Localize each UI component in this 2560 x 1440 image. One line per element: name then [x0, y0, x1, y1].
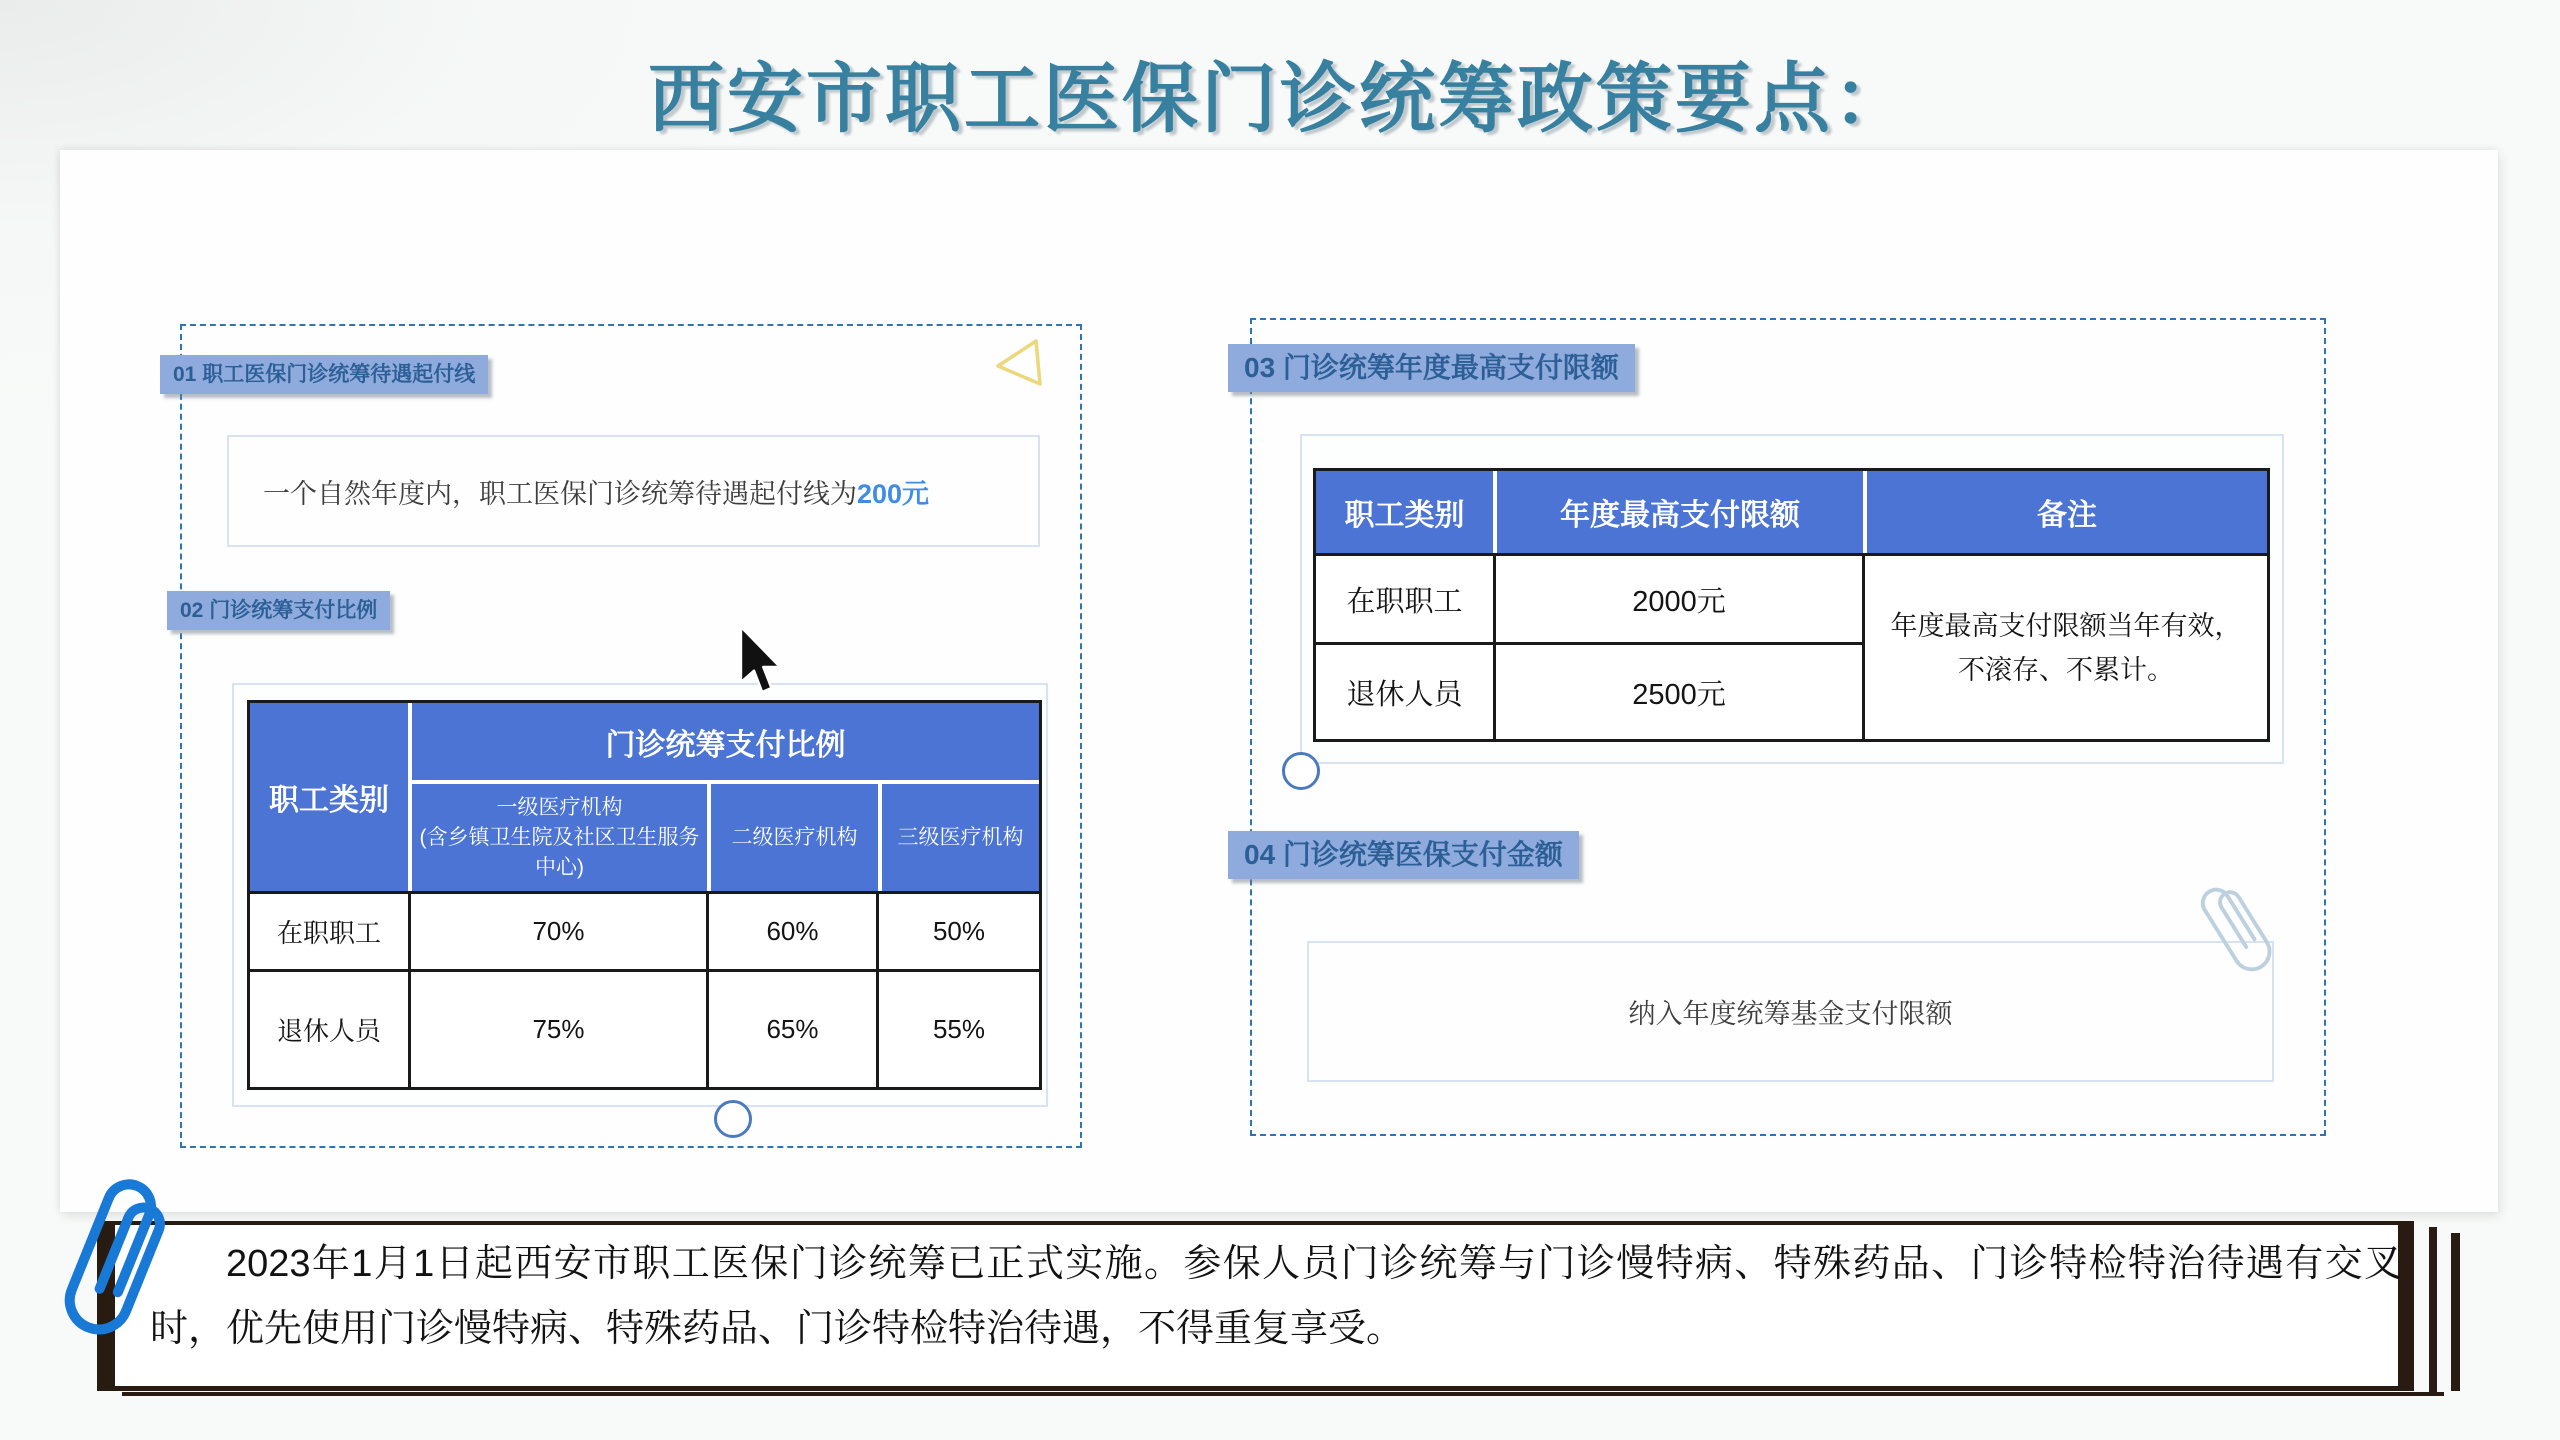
table-cell: 50% [879, 894, 1039, 969]
deductible-amount: 200元 [857, 478, 930, 509]
limit-table-body [1316, 553, 2267, 739]
table-cell: 60% [709, 894, 876, 969]
table-cell: 退休人员 [250, 972, 408, 1087]
column-header [882, 784, 1039, 891]
table-cell: 在职职工 [250, 894, 408, 969]
deductible-textbox [227, 435, 1040, 547]
triangle-icon [990, 336, 1046, 390]
mouse-cursor-icon [737, 625, 789, 701]
circle-handle [1282, 752, 1320, 790]
table-cell: 在职职工 [1316, 556, 1493, 642]
table-cell: 2500元 [1496, 645, 1862, 739]
circle-handle [714, 1100, 752, 1138]
deductible-text: 一个自然年度内，职工医保门诊统筹待遇起付线为 [263, 478, 857, 509]
table-cell: 70% [411, 894, 706, 969]
table-cell: 75% [411, 972, 706, 1087]
group-header: 门诊统筹支付比例 [412, 703, 1039, 780]
badge-section-03: 03 门诊统筹年度最高支付限额 [1228, 344, 1635, 392]
subheader-line: 一级医疗机构 [496, 795, 623, 819]
limit-table-header [1316, 471, 2267, 553]
subheader-line: 三级医疗机构 [897, 825, 1024, 849]
table-cell: 55% [879, 972, 1039, 1087]
column-header [412, 784, 707, 891]
badge-section-01: 01 职工医保门诊统筹待遇起付线 [160, 355, 488, 394]
banner-stack-edge [2451, 1233, 2460, 1391]
subheader-line: 二级医疗机构 [731, 825, 858, 849]
subheader-line: (含乡镇卫生院及社区卫生服务中心) [419, 825, 700, 879]
annual-limit-table [1313, 468, 2270, 742]
banner-stack-edge [122, 1392, 2444, 1396]
column-header: 职工类别 [250, 703, 408, 891]
banner-stack-edge [2429, 1227, 2437, 1395]
ratio-table-header [250, 703, 1039, 891]
column-header: 职工类别 [1316, 471, 1493, 553]
badge-section-02: 02 门诊统筹支付比例 [167, 591, 390, 630]
payment-ratio-table [247, 700, 1042, 1090]
fund-limit-textbox: 纳入年度统筹基金支付限额 [1307, 941, 2274, 1082]
ratio-table-body [250, 891, 1039, 1087]
column-header: 备注 [1867, 471, 2267, 553]
badge-section-04: 04 门诊统筹医保支付金额 [1228, 831, 1579, 879]
table-note-cell: 年度最高支付限额当年有效，不滚存、不累计。 [1865, 556, 2267, 739]
table-cell: 65% [709, 972, 876, 1087]
column-header [711, 784, 878, 891]
table-cell: 退休人员 [1316, 645, 1493, 739]
column-header: 年度最高支付限额 [1497, 471, 1863, 553]
footer-note: 2023年1月1日起西安市职工医保门诊统筹已正式实施。参保人员门诊统筹与门诊慢特病、特殊药品、门诊特检特治待遇有交叉时，优先使用门诊慢特病、特殊药品、门诊特检特治待遇，不得重复享受。 [150, 1243, 2402, 1350]
page-title: 西安市职工医保门诊统筹政策要点： [648, 57, 1912, 142]
table-cell: 2000元 [1496, 556, 1862, 642]
